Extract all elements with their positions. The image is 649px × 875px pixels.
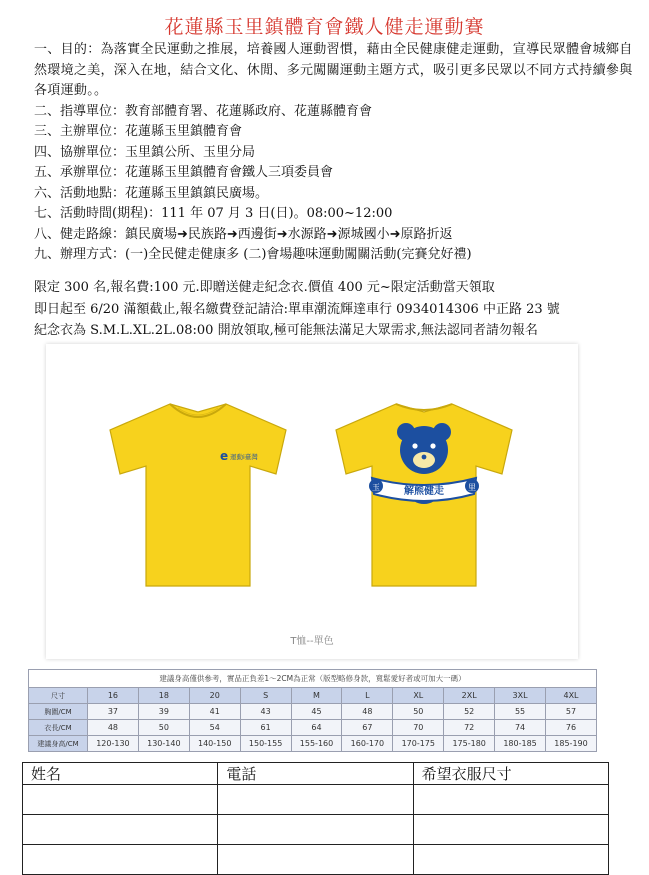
size-cell: XL (393, 688, 444, 704)
height-cell: 120-130 (88, 736, 139, 752)
phone-field[interactable] (218, 815, 413, 845)
shirt-size-field[interactable] (413, 785, 608, 815)
size-row-label: 尺寸 (29, 688, 88, 704)
back-badge-left: 玉 (372, 483, 380, 492)
size-cell: 20 (189, 688, 240, 704)
note-registration: 即日起至 6/20 滿額截止,報名繳費登記請洽:單車潮流輝達車行 0934014306 中正路 23 號 (34, 301, 560, 317)
height-cell: 140-150 (189, 736, 240, 752)
column-name: 姓名 (23, 763, 218, 785)
height-cell: 170-175 (393, 736, 444, 752)
size-chart-table (28, 669, 597, 752)
note-quota: 限定 300 名,報名費:100 元.即贈送健走紀念衣.價值 400 元~限定活動當天領取 (34, 280, 495, 295)
name-field[interactable] (23, 845, 218, 875)
length-row-label: 衣長/CM (29, 720, 88, 736)
chest-cell: 43 (240, 704, 291, 720)
section-location: 六、活動地點：花蓮縣玉里鎮鎮民廣場。 (34, 185, 269, 201)
note-shirt-pickup: 紀念衣為 S.M.L.XL.2L.08:00 開放領取,極可能無法滿足大眾需求,無法認同者請勿報名 (34, 323, 538, 338)
column-phone: 電話 (218, 763, 413, 785)
section-route: 八、健走路線：鎮民廣場➜民族路➜西邊街➜水源路➜源城國小➜原路折返 (34, 226, 453, 242)
page-title: 花蓮縣玉里鎮體育會鐵人健走運動賽 (164, 16, 485, 38)
name-field[interactable] (23, 785, 218, 815)
height-cell: 160-170 (342, 736, 393, 752)
height-cell: 175-180 (444, 736, 495, 752)
chest-cell: 52 (444, 704, 495, 720)
length-cell: 76 (546, 720, 597, 736)
column-shirt-size: 希望衣服尺寸 (413, 763, 608, 785)
form-row (23, 815, 609, 845)
length-cell: 67 (342, 720, 393, 736)
section-time: 七、活動時間(期程)：111 年 07 月 3 日(日)。08:00~12:00 (34, 206, 393, 221)
front-logo-text: 運動i臺灣 (230, 453, 258, 461)
chest-cell: 45 (291, 704, 342, 720)
name-field[interactable] (23, 815, 218, 845)
height-cell: 130-140 (138, 736, 189, 752)
size-cell: 2XL (444, 688, 495, 704)
form-row (23, 845, 609, 875)
section-executor: 五、承辦單位：花蓮縣玉里鎮體育會鐵人三項委員會 (34, 165, 334, 180)
back-banner-text: 解熊健走 (404, 486, 444, 497)
registration-form-table (22, 762, 609, 875)
length-cell: 54 (189, 720, 240, 736)
tshirt-back-image (324, 396, 524, 596)
size-cell: 16 (88, 688, 139, 704)
chest-cell: 50 (393, 704, 444, 720)
section-purpose: 一、目的：為落實全民運動之推展，培養國人運動習慣，藉由全民健康健走運動，宣導民眾體會城鄉自然環境之美，深入在地，結合文化、休閒、多元闖關運動主題方式，吸引更多民眾以不同方式持續參與各項運動。。 (34, 42, 633, 98)
tshirt-front-image (98, 396, 298, 596)
chest-cell: 41 (189, 704, 240, 720)
height-cell: 180-185 (495, 736, 546, 752)
back-badge-right: 里 (468, 483, 476, 492)
length-cell: 48 (88, 720, 139, 736)
phone-field[interactable] (218, 845, 413, 875)
chest-cell: 39 (138, 704, 189, 720)
chest-cell: 48 (342, 704, 393, 720)
shirt-caption: T恤--單色 (290, 636, 334, 647)
height-cell: 185-190 (546, 736, 597, 752)
section-organizer: 三、主辦單位：花蓮縣玉里鎮體育會 (34, 124, 243, 139)
length-cell: 70 (393, 720, 444, 736)
shirt-size-field[interactable] (413, 815, 608, 845)
length-cell: 74 (495, 720, 546, 736)
section-co-organizer: 四、協辦單位：玉里鎮公所、玉里分局 (34, 144, 256, 160)
phone-field[interactable] (218, 785, 413, 815)
size-cell: S (240, 688, 291, 704)
size-cell: 3XL (495, 688, 546, 704)
height-cell: 150-155 (240, 736, 291, 752)
size-cell: 18 (138, 688, 189, 704)
chest-cell: 57 (546, 704, 597, 720)
size-chart-header: 建議身高僅供參考，實品正負差1～2CM為正常（版型略修身款，寬鬆愛好者或可加大一碼） (29, 670, 597, 688)
length-cell: 50 (138, 720, 189, 736)
height-row-label: 建議身高/CM (29, 736, 88, 752)
chest-row-label: 胸圍/CM (29, 704, 88, 720)
size-cell: M (291, 688, 342, 704)
height-cell: 155-160 (291, 736, 342, 752)
front-logo-mark: e (220, 449, 229, 463)
length-cell: 64 (291, 720, 342, 736)
shirt-preview-panel (46, 344, 578, 659)
chest-cell: 55 (495, 704, 546, 720)
chest-cell: 37 (88, 704, 139, 720)
registration-notes (34, 277, 634, 342)
event-details (34, 40, 634, 266)
length-cell: 72 (444, 720, 495, 736)
size-cell: L (342, 688, 393, 704)
form-row (23, 785, 609, 815)
shirt-size-field[interactable] (413, 845, 608, 875)
section-guidance-unit: 二、指導單位：教育部體育署、花蓮縣政府、花蓮縣體育會 (34, 103, 373, 119)
size-cell: 4XL (546, 688, 597, 704)
length-cell: 61 (240, 720, 291, 736)
section-method: 九、辦理方式：(一)全民健走健康多 (二)會場趣味運動闖關活動(完賽兌好禮) (34, 247, 472, 262)
